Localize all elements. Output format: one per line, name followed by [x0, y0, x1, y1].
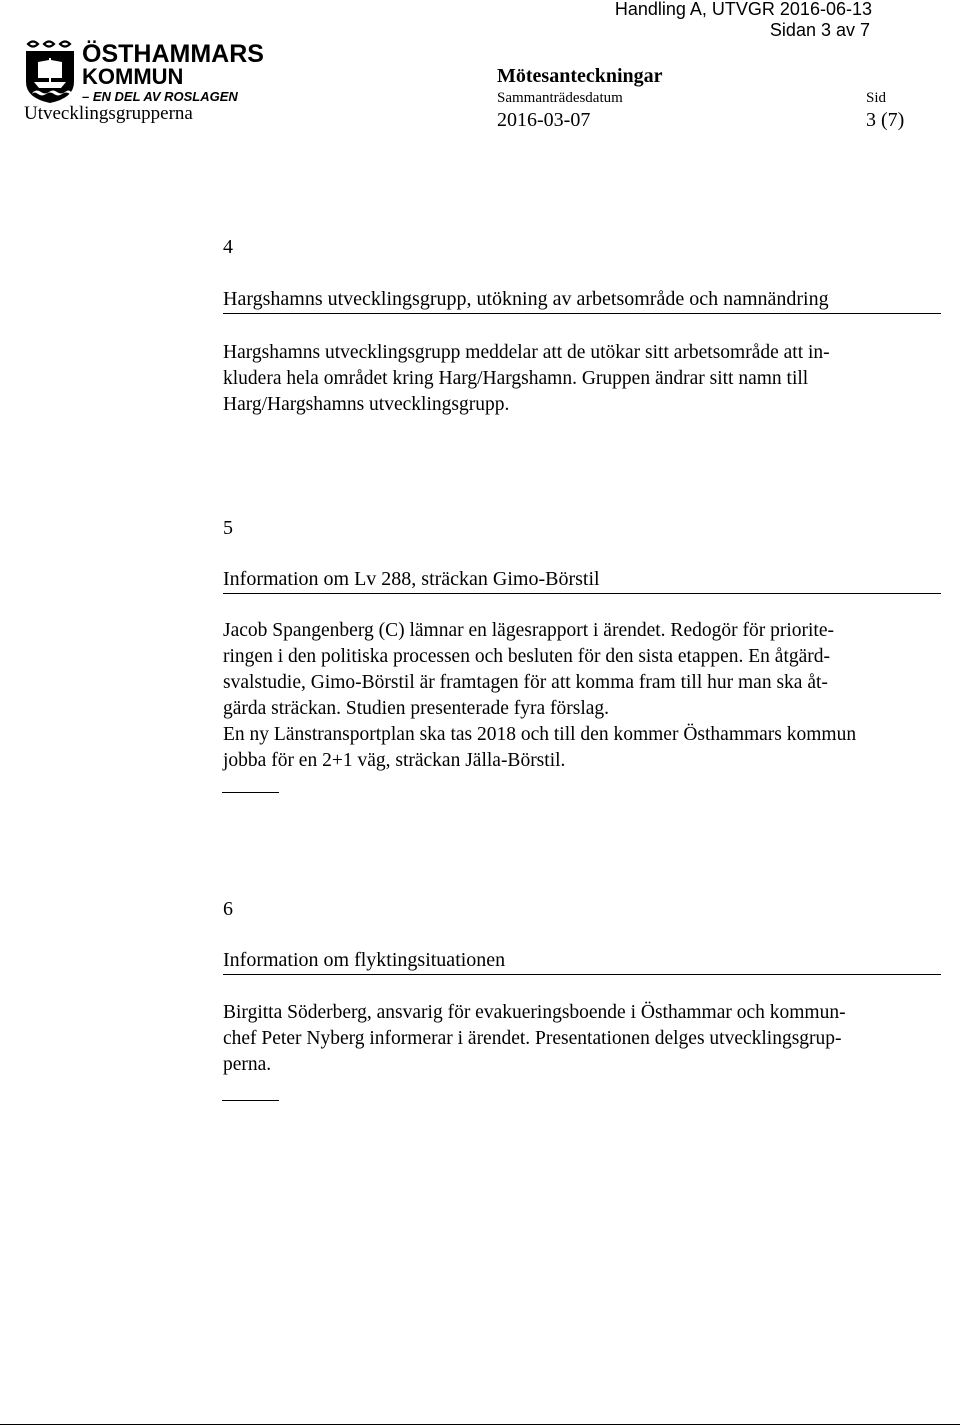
body-line: En ny Länstransportplan ska tas 2018 och till den kommer Östhammars kommun: [223, 724, 857, 745]
stamp-page-count: Sidan 3 av 7: [769, 20, 870, 40]
section-body: [223, 618, 943, 774]
stamp-handling: Handling A, UTVGR 2016-06-13: [614, 0, 872, 19]
section-body: [223, 1000, 943, 1078]
section-end-mark: [222, 792, 279, 793]
section-number: 5: [223, 517, 233, 539]
body-line: perna.: [223, 1054, 272, 1075]
org-unit: Utvecklingsgrupperna: [24, 103, 193, 124]
logo-text-main: ÖSTHAMMARS: [82, 40, 264, 68]
section-title: Hargshamns utvecklingsgrupp, utökning av arbetsområde och namnändring: [223, 287, 941, 314]
footer-rule: [0, 1424, 960, 1425]
logo-tagline: – EN DEL AV ROSLAGEN: [82, 89, 238, 104]
body-line: Birgitta Söderberg, ansvarig för evakueringsboende i Östhammar och kommun-: [223, 1002, 846, 1023]
body-line: chef Peter Nyberg informerar i ärendet. Presentationen delges utvecklingsgrup-: [223, 1028, 842, 1049]
body-line: svalstudie, Gimo-Börstil är framtagen för att komma fram till hur man ska åt-: [223, 672, 828, 693]
body-line: gärda sträckan. Studien presenterade fyra förslag.: [223, 698, 610, 719]
section-title: Information om flyktingsituationen: [223, 948, 941, 975]
logo-text-sub: KOMMUN: [82, 64, 184, 89]
section-number: 4: [223, 236, 233, 258]
body-line: jobba för en 2+1 väg, sträckan Jälla-Börstil.: [223, 750, 566, 771]
page-reference: 3 (7): [866, 109, 905, 131]
body-line: Jacob Spangenberg (C) lämnar en lägesrapport i ärendet. Redogör för priorite-: [223, 620, 834, 641]
section-title: Information om Lv 288, sträckan Gimo-Börstil: [223, 567, 941, 594]
meeting-date-label: Sammanträdesdatum: [497, 90, 623, 106]
page-label: Sid: [866, 90, 887, 106]
body-line: Hargshamns utvecklingsgrupp meddelar att de utökar sitt arbetsområde att in-: [223, 342, 830, 363]
body-line: kludera hela området kring Harg/Hargshamn. Gruppen ändrar sitt namn till: [223, 368, 809, 389]
section-body: [223, 340, 943, 418]
body-line: Harg/Hargshamns utvecklingsgrupp.: [223, 394, 510, 415]
body-line: ringen i den politiska processen och besluten för den sista etappen. En åtgärd-: [223, 646, 831, 667]
meeting-date: 2016-03-07: [497, 109, 591, 131]
osthammars-kommun-logo: [24, 38, 264, 104]
section-end-mark: [222, 1100, 279, 1101]
document-type: Mötesanteckningar: [497, 65, 663, 87]
section-number: 6: [223, 898, 233, 920]
